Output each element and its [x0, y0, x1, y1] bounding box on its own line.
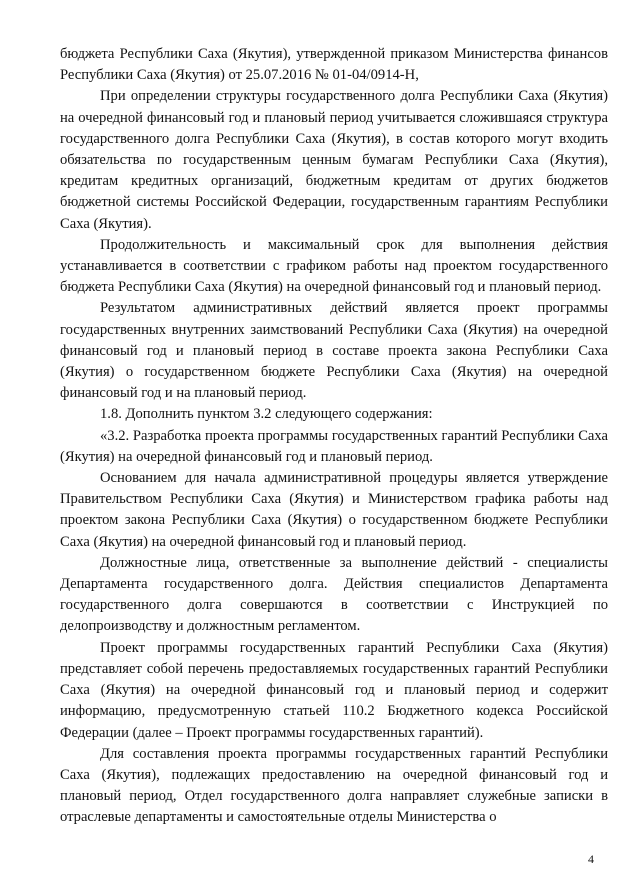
paragraph-amendment-1-8: 1.8. Дополнить пунктом 3.2 следующего содержания:: [100, 406, 433, 423]
paragraph-officials: Должностные лица, ответственные за выполнение действий - специалисты Департамента государственного долга. Действия специалистов Департамента государственного долга совершаются в соответствии с Инструкцией по делопроизводству и должностным регламентом.: [60, 554, 608, 635]
paragraph-drafting: Для составления проекта программы государственных гарантий Республики Саха (Якутия), подлежащих предоставлению на очередной финансовый год и плановый период, Отдел государственного долга направляет служебные записки в отраслевые департаменты и самостоятельные отделы Министерства о: [60, 745, 608, 826]
page-number: 4: [588, 852, 594, 866]
paragraph-basis: Основанием для начала административной процедуры является утверждение Правительством Республики Саха (Якутия) и Министерством графика работы над проектом закона Республики Саха (Якутия) о государственном бюджете Республики Саха (Якутия) на очередной финансовый год и плановый период.: [60, 470, 608, 550]
paragraph-debt-structure: При определении структуры государственного долга Республики Саха (Якутия) на очередной финансовый год и плановый период учитывается сложившаяся структура государственного долга Республики Саха (Якутия), в состав которого могут входить обязательства по государственным ценным бумагам Республики Саха (Якутия), кредитам кредитных организаций, бюджетным кредитам от других бюджетов бюджетной системы Российской Федерации, государственным гарантиям Республики Саха (Якутия).: [60, 88, 608, 232]
paragraph-section-3-2: «3.2. Разработка проекта программы государственных гарантий Республики Саха (Якутия) на очередной финансовый год и плановый период.: [60, 427, 608, 465]
paragraph-budget-order: бюджета Республики Саха (Якутия), утвержденной приказом Министерства финансов Республики Саха (Якутия) от 25.07.2016 № 01-04/0914-Н,: [60, 46, 608, 84]
paragraph-result: Результатом административных действий является проект программы государственных внутренних заимствований Республики Саха (Якутия) на очередной финансовый год и плановый период в составе проекта закона Республики Саха (Якутия) о государственном бюджете Республики Саха (Якутия) на очередной финансовый год и на плановый период.: [60, 300, 608, 402]
paragraph-guarantee-program: Проект программы государственных гарантий Республики Саха (Якутия) представляет собой перечень предоставляемых государственных гарантий Республики Саха (Якутия) на очередной финансовый год и плановый период и содержит информацию, предусмотренную статьей 110.2 Бюджетного кодекса Российской Федерации (далее – Проект программы государственных гарантий).: [60, 639, 608, 741]
paragraph-duration: Продолжительность и максимальный срок для выполнения действия устанавливается в соответствии с графиком работы над проектом государственного бюджета Республики Саха (Якутия) на очередной финансовый год и плановый период.: [60, 236, 608, 296]
document-body: [60, 44, 608, 829]
